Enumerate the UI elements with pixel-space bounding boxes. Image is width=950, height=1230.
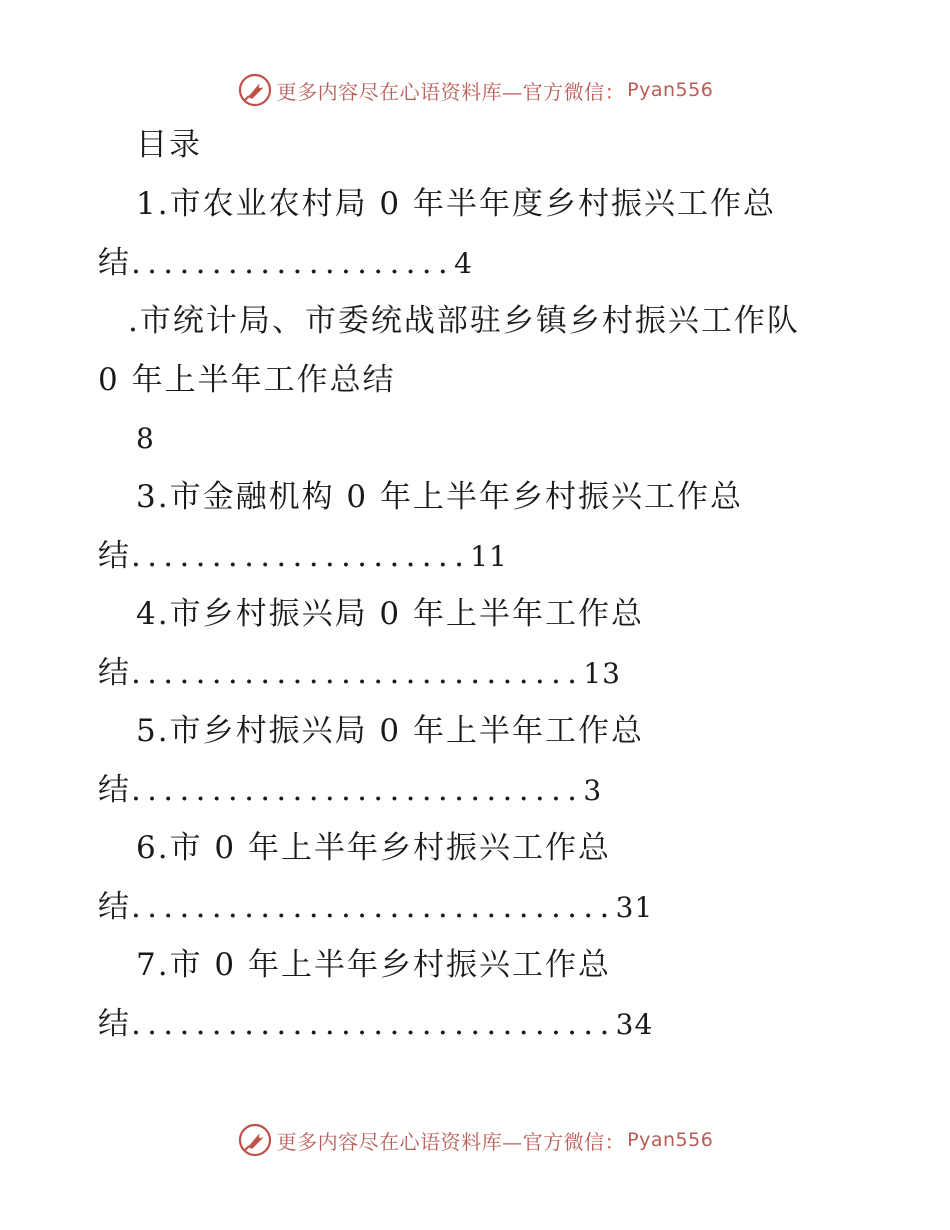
toc-entry-prefix: 结: [98, 772, 131, 808]
toc-entry-prefix: 结: [98, 655, 131, 691]
toc-page-number: 13: [583, 657, 621, 690]
toc-entry-1-line1[interactable]: 1.市农业农村局 0 年半年度乡村振兴工作总: [136, 186, 777, 222]
toc-entry-1-line2[interactable]: [98, 243, 473, 283]
toc-entry-3-line2[interactable]: [98, 536, 508, 576]
toc-entry-2-line2[interactable]: 0 年上半年工作总结: [98, 362, 396, 398]
toc-entry-2-line1[interactable]: .市统计局、市委统战部驻乡镇乡村振兴工作队: [128, 303, 800, 339]
watermark-wechat-id: Pyan556: [627, 79, 714, 101]
watermark-banner-bottom: [0, 1120, 950, 1160]
toc-page-number: 34: [615, 1008, 654, 1041]
toc-entry-5-line1[interactable]: 5.市乡村振兴局 0 年上半年工作总: [136, 713, 645, 749]
toc-entry-prefix: 结: [98, 538, 131, 574]
toc-entry-prefix: 结: [98, 889, 131, 925]
toc-page-number: 8: [136, 422, 155, 455]
toc-leader-dots: ............................: [131, 772, 584, 808]
toc-leader-dots: ..............................: [131, 1006, 616, 1042]
toc-entry-5-line2[interactable]: [98, 770, 602, 810]
toc-entry-7-line2[interactable]: [98, 1004, 653, 1044]
toc-entry-prefix: 结: [98, 1006, 131, 1042]
toc-page-number: 11: [470, 540, 508, 573]
toc-entry-6-line2[interactable]: [98, 887, 653, 927]
toc-page-number: 3: [583, 774, 603, 807]
watermark-wechat-id: Pyan556: [627, 1129, 714, 1151]
toc-page-number: 31: [615, 891, 654, 924]
toc-entry-2-page: [136, 418, 155, 458]
toc-entry-7-line1[interactable]: 7.市 0 年上半年乡村振兴工作总: [136, 947, 612, 983]
watermark-text: 更多内容尽在心语资料库—官方微信：: [276, 79, 626, 104]
toc-title: 目录: [136, 127, 202, 163]
watermark-banner-top: [0, 70, 950, 110]
toc-entry-4-line2[interactable]: [98, 653, 621, 693]
pen-nib-logo-icon: [237, 1122, 273, 1158]
toc-leader-dots: ............................: [131, 655, 584, 691]
toc-leader-dots: ..............................: [131, 889, 616, 925]
toc-entry-6-line1[interactable]: 6.市 0 年上半年乡村振兴工作总: [136, 830, 612, 866]
pen-nib-logo-icon: [237, 72, 273, 108]
toc-entry-3-line1[interactable]: 3.市金融机构 0 年上半年乡村振兴工作总: [136, 479, 744, 515]
toc-leader-dots: .....................: [131, 538, 471, 574]
toc-entry-prefix: 结: [98, 245, 131, 281]
toc-entry-4-line1[interactable]: 4.市乡村振兴局 0 年上半年工作总: [136, 596, 645, 632]
toc-page-number: 4: [454, 247, 473, 280]
toc-leader-dots: ....................: [131, 245, 455, 281]
watermark-text: 更多内容尽在心语资料库—官方微信：: [276, 1129, 626, 1154]
